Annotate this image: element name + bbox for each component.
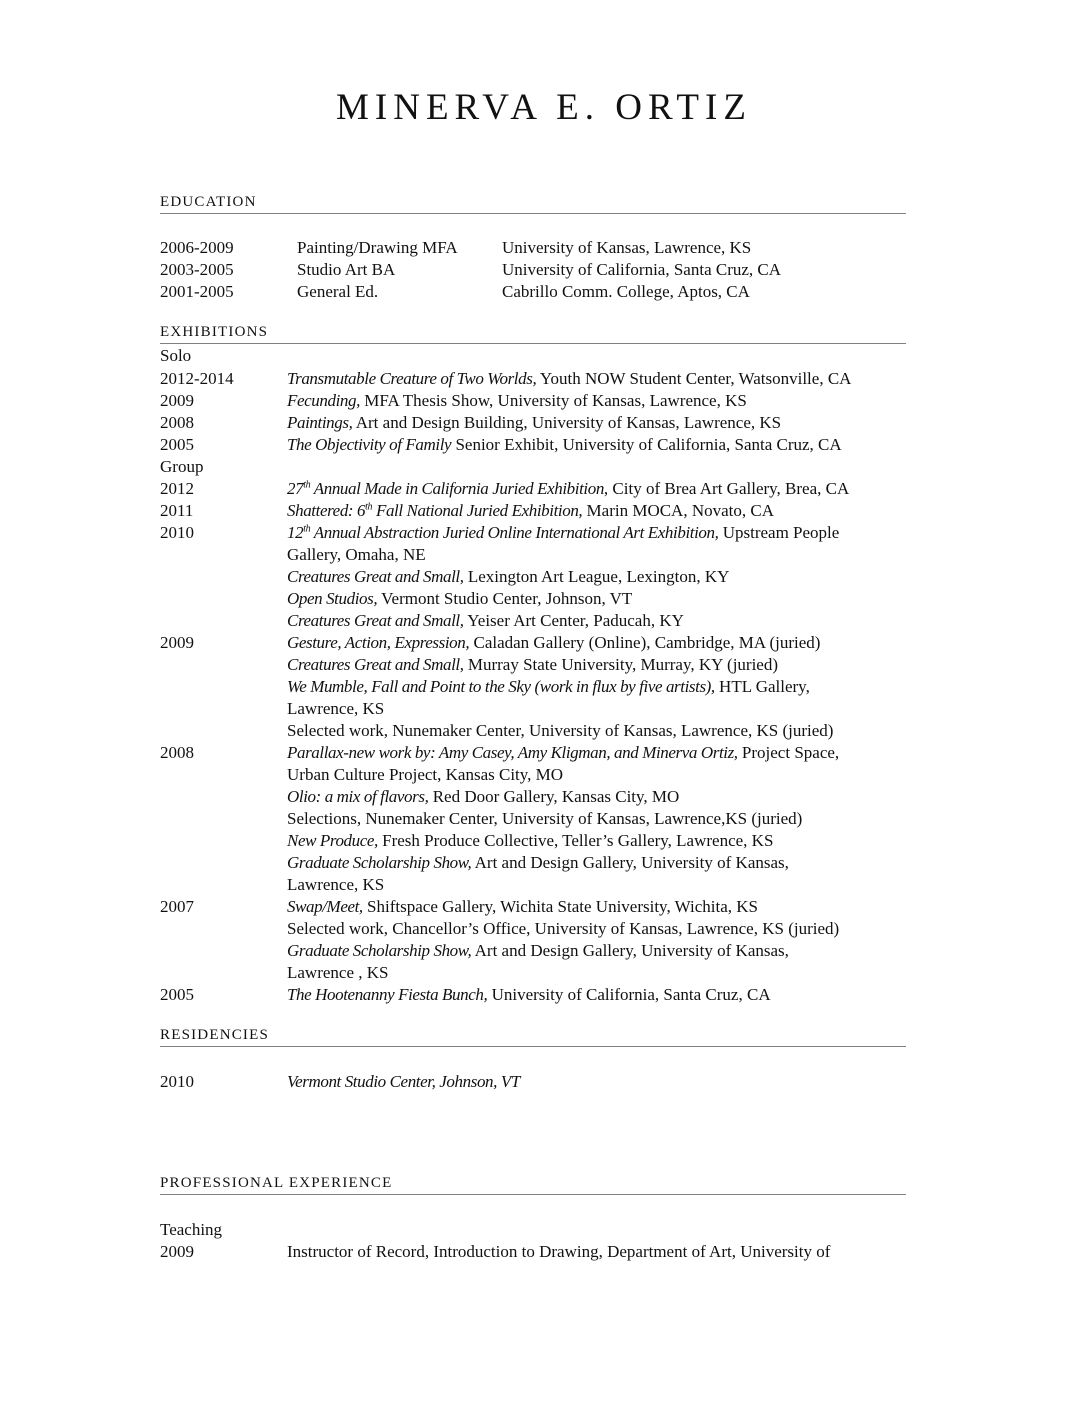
- exhibition-entry: [287, 522, 839, 544]
- exhibition-entry: [287, 984, 771, 1006]
- exhibition-entry: [287, 588, 632, 610]
- education-heading: EDUCATION: [160, 193, 906, 214]
- education-degree: General Ed.: [297, 282, 379, 301]
- exhibition-details: Fresh Produce Collective, Teller’s Gallery, Lawrence, KS: [377, 831, 774, 850]
- exhibition-title: [287, 523, 718, 542]
- exhibition-continuation: Lawrence , KS: [287, 963, 389, 982]
- exhibition-title: Creatures Great and Small,: [287, 611, 464, 630]
- exhibition-continuation: Gallery, Omaha, NE: [287, 545, 426, 564]
- education-years: 2006-2009: [160, 238, 234, 257]
- exhibition-title-text: Annual Made in California Juried Exhibition: [310, 479, 604, 498]
- exhibition-details: Caladan Gallery (Online), Cambridge, MA (juried): [469, 633, 821, 652]
- exhibition-details: Youth NOW Student Center, Watsonville, CA: [536, 369, 852, 388]
- exhibition-continuation: Lawrence, KS: [287, 699, 385, 718]
- exhibition-title: Swap/Meet,: [287, 897, 363, 916]
- exhibition-details: University of California, Santa Cruz, CA: [487, 985, 771, 1004]
- exhibition-entry: [287, 566, 729, 588]
- education-school: University of California, Santa Cruz, CA: [502, 260, 782, 279]
- exhibition-title: Parallax-new work by: Amy Casey, Amy Kligman, and Minerva Ortiz,: [287, 743, 738, 762]
- exhibition-title-text: Fall National Juried Exhibition,: [372, 501, 583, 520]
- exhibition-entry: [287, 500, 774, 522]
- exhibition-details: HTL Gallery,: [714, 677, 810, 696]
- education-years: 2001-2005: [160, 282, 234, 301]
- exhibition-title: Olio: a mix of flavors,: [287, 787, 429, 806]
- exhibition-title: [287, 479, 604, 498]
- exhibition-year: 2012-2014: [160, 369, 234, 388]
- experience-year: 2009: [160, 1242, 194, 1261]
- exhibition-entry: [287, 412, 781, 434]
- teaching-label: Teaching: [160, 1220, 223, 1239]
- exhibition-details: Art and Design Building, University of Kansas, Lawrence, KS: [352, 413, 782, 432]
- exhibition-details: Vermont Studio Center, Johnson, VT: [377, 589, 633, 608]
- exhibition-entry: [287, 852, 789, 874]
- exhibition-entry: [287, 896, 758, 918]
- exhibition-title: Graduate Scholarship Show,: [287, 941, 472, 960]
- exhibition-details: Murray State University, Murray, KY (juried): [463, 655, 779, 674]
- exhibition-title-text: Shattered: 6: [287, 501, 366, 520]
- exhibition-details: MFA Thesis Show, University of Kansas, Lawrence, KS: [359, 391, 747, 410]
- exhibition-entry: [287, 940, 789, 962]
- exhibition-details: Art and Design Gallery, University of Kansas,: [471, 853, 789, 872]
- exhibition-entry: [287, 390, 747, 412]
- exhibition-entry: [287, 654, 778, 676]
- edition-number: 12: [287, 523, 304, 542]
- exhibition-year: 2010: [160, 523, 194, 542]
- exhibition-entry: Selected work, Nunemaker Center, University of Kansas, Lawrence, KS (juried): [287, 721, 834, 740]
- exhibition-details: Upstream People: [718, 523, 840, 542]
- exhibition-title: Transmutable Creature of Two Worlds,: [287, 369, 537, 388]
- ordinal-suffix: th: [303, 523, 311, 535]
- exhibition-year: 2009: [160, 391, 194, 410]
- exhibition-title: The Objectivity of Family: [287, 435, 452, 454]
- exhibition-entry: [287, 632, 820, 654]
- exhibition-entry: Selections, Nunemaker Center, University of Kansas, Lawrence,KS (juried): [287, 809, 803, 828]
- exhibition-title: [287, 501, 582, 520]
- ordinal-suffix: th: [303, 479, 311, 491]
- exhibition-entry: [287, 610, 684, 632]
- education-school: Cabrillo Comm. College, Aptos, CA: [502, 282, 750, 301]
- edition-number: 27: [287, 479, 304, 498]
- exhibition-details: Shiftspace Gallery, Wichita State University, Wichita, KS: [362, 897, 759, 916]
- exhibition-title-text: Annual Abstraction Juried Online International Art Exhibition,: [310, 523, 719, 542]
- exhibition-entry: [287, 786, 679, 808]
- exhibition-entry: Selected work, Chancellor’s Office, University of Kansas, Lawrence, KS (juried): [287, 919, 840, 938]
- exhibition-entry: [287, 368, 851, 390]
- exhibition-year: 2005: [160, 435, 194, 454]
- exhibition-title: The Hootenanny Fiesta Bunch,: [287, 985, 488, 1004]
- exhibition-title: New Produce,: [287, 831, 378, 850]
- education-degree: Painting/Drawing MFA: [297, 238, 458, 257]
- exhibition-year: 2009: [160, 633, 194, 652]
- education-degree: Studio Art BA: [297, 260, 396, 279]
- exhibition-details: Marin MOCA, Novato, CA: [582, 501, 774, 520]
- exhibition-title: Creatures Great and Small,: [287, 567, 464, 586]
- education-years: 2003-2005: [160, 260, 234, 279]
- exhibition-year: 2007: [160, 897, 194, 916]
- exhibition-title: Graduate Scholarship Show,: [287, 853, 472, 872]
- professional-experience-heading: PROFESSIONAL EXPERIENCE: [160, 1174, 906, 1195]
- exhibition-title: Paintings,: [287, 413, 353, 432]
- exhibition-year: 2008: [160, 413, 194, 432]
- residency-title: Vermont Studio Center, Johnson, VT: [287, 1072, 520, 1091]
- page-title: MINERVA E. ORTIZ: [336, 87, 752, 128]
- exhibition-title: We Mumble, Fall and Point to the Sky (work in flux by five artists),: [287, 677, 715, 696]
- exhibition-details: Senior Exhibit, University of California, Santa Cruz, CA: [451, 435, 842, 454]
- education-school: University of Kansas, Lawrence, KS: [502, 238, 752, 257]
- exhibition-entry: [287, 676, 810, 698]
- exhibition-details: Yeiser Art Center, Paducah, KY: [463, 611, 684, 630]
- residency-year: 2010: [160, 1072, 194, 1091]
- exhibition-details: Project Space,: [737, 743, 840, 762]
- exhibition-details: , City of Brea Art Gallery, Brea, CA: [603, 479, 850, 498]
- exhibition-year: 2012: [160, 479, 194, 498]
- exhibition-details: Red Door Gallery, Kansas City, MO: [428, 787, 680, 806]
- residencies-heading: RESIDENCIES: [160, 1026, 906, 1047]
- exhibitions-heading: EXHIBITIONS: [160, 323, 906, 344]
- ordinal-suffix: th: [365, 501, 373, 513]
- exhibition-continuation: Lawrence, KS: [287, 875, 385, 894]
- exhibition-title: Creatures Great and Small,: [287, 655, 464, 674]
- exhibition-details: Art and Design Gallery, University of Kansas,: [471, 941, 789, 960]
- exhibition-year: 2008: [160, 743, 194, 762]
- exhibition-entry: [287, 434, 842, 456]
- exhibition-title: Fecunding,: [287, 391, 360, 410]
- exhibition-entry: [287, 742, 839, 764]
- exhibition-year: 2011: [160, 501, 194, 520]
- group-label: Group: [160, 457, 204, 476]
- exhibition-details: Lexington Art League, Lexington, KY: [463, 567, 730, 586]
- exhibition-entry: [287, 830, 773, 852]
- experience-entry: Instructor of Record, Introduction to Drawing, Department of Art, University of: [287, 1242, 831, 1261]
- exhibition-continuation: Urban Culture Project, Kansas City, MO: [287, 765, 564, 784]
- exhibition-entry: [287, 478, 849, 500]
- exhibition-title: Open Studios,: [287, 589, 378, 608]
- solo-label: Solo: [160, 346, 192, 365]
- exhibition-title: Gesture, Action, Expression,: [287, 633, 470, 652]
- exhibition-year: 2005: [160, 985, 194, 1004]
